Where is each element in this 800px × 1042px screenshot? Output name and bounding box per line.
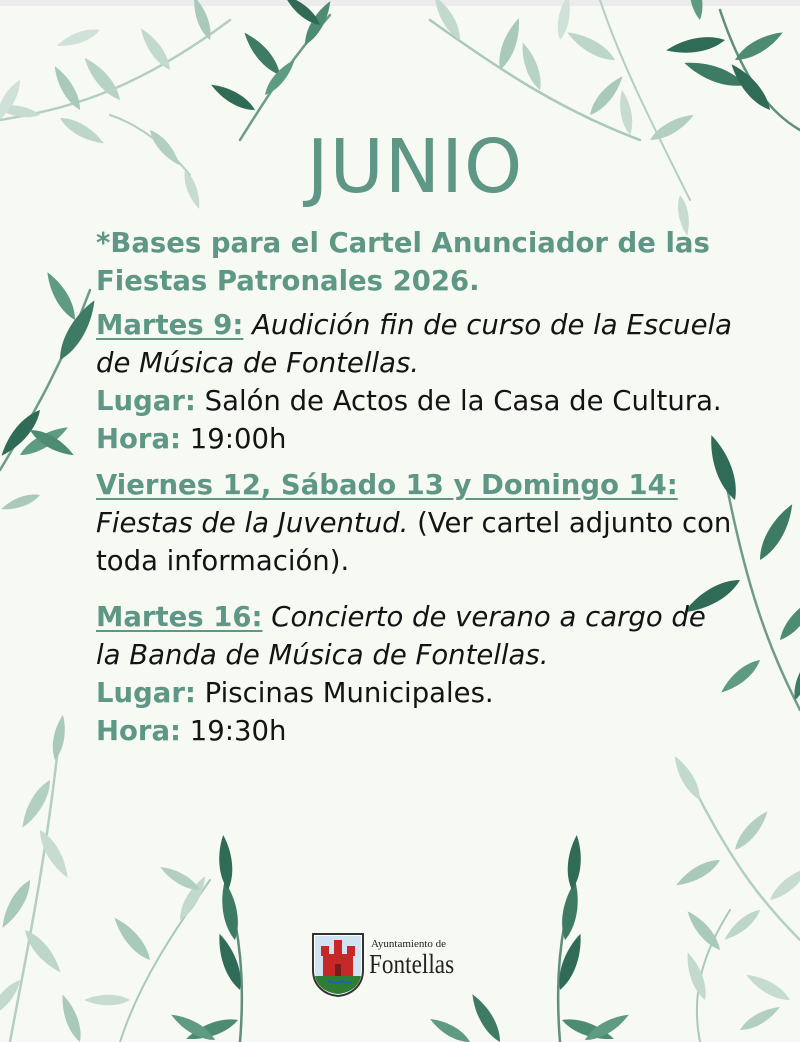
logo-subtitle: Ayuntamiento de (371, 938, 447, 950)
event-date: Martes 16: (96, 601, 263, 633)
event-date: Martes 9: (96, 309, 244, 341)
event-place (96, 382, 736, 420)
event-item (96, 306, 736, 458)
event-list (96, 224, 736, 758)
time-value: 19:30h (189, 715, 287, 747)
time-label: Hora: (96, 715, 182, 747)
event-date: Viernes 12, Sábado 13 y Domingo 14: (96, 469, 678, 501)
place-value: Piscinas Municipales. (204, 677, 494, 709)
event-description: Fiestas de la Juventud. (96, 507, 409, 539)
place-label: Lugar: (96, 677, 196, 709)
logo-title: Fontellas (369, 949, 455, 979)
event-description: Audición fin de curso de la Escuela de Música de Fontellas. (96, 309, 733, 379)
event-note: (Ver cartel adjunto con toda información). (96, 507, 732, 577)
event-description: Concierto de verano a cargo de la Banda de Música de Fontellas. (96, 601, 706, 671)
coat-of-arms-icon (311, 932, 365, 998)
event-place (96, 674, 736, 712)
place-label: Lugar: (96, 385, 196, 417)
intro-text: *Bases para el Cartel Anunciador de las Fiestas Patronales 2026. (96, 227, 710, 297)
time-label: Hora: (96, 423, 182, 455)
town-hall-logo (311, 932, 481, 1000)
event-time (96, 712, 736, 750)
page-title: JUNIO (306, 124, 524, 210)
event-time (96, 420, 736, 458)
event-item (96, 466, 736, 580)
time-value: 19:00h (189, 423, 287, 455)
place-value: Salón de Actos de la Casa de Cultura. (204, 385, 722, 417)
event-item (96, 598, 736, 750)
